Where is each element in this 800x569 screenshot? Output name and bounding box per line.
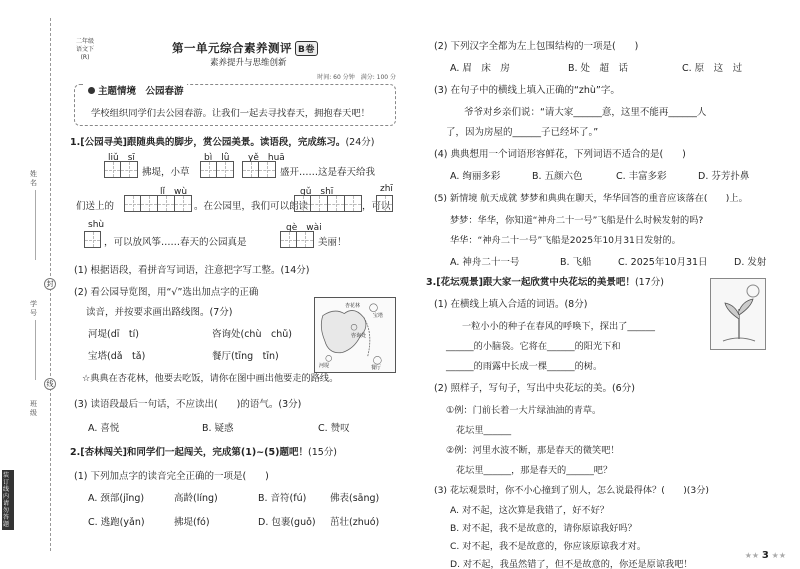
choice-option[interactable]: 高龄(líng) [174,493,218,504]
q2-sub3: (3) 在句子中的横线上填入正确的“zhù”字。 [434,85,620,96]
seedling-illustration [710,278,766,350]
q2-sub4: (4) 典典想用一个词语形容鲜花，下列词语不适合的是( ) [434,149,686,160]
q1-title: 跟随典典的脚步，赏公园美景。读语段，完成练习。 [126,137,346,148]
choice-option[interactable]: D. 对不起，我虽然错了，但不是故意的，你还是原谅我吧！ [450,559,693,569]
fill-sentence[interactable]: 爷爷对乡亲们说：“请大家______意，这里不能再______人 [464,107,707,118]
choice-option[interactable]: B. 飞船 [560,257,592,268]
choice-option[interactable]: 茁壮(zhuó) [330,517,380,528]
choice-option[interactable]: C. 原 这 过 [682,63,743,74]
q1-sub2: (2) 看公园导览图，用“√”选出加点字的正确 [74,287,259,298]
passage-text: 们送上的 [76,201,115,212]
choice-option[interactable]: B. 对不起，我不是故意的，请你原谅我好吗？ [450,523,637,534]
q2-sub1: (1) 下列加点字的读音完全正确的一项是( ) [74,471,269,482]
fill-sentence[interactable]: 了，因为房屋的______子已经坏了。” [446,127,599,138]
choice-option[interactable]: 拂堤(fó) [174,517,210,528]
q3-sub1: (1) 在横线上填入合适的词语。(8分) [434,299,588,310]
binding-note: 装订线内请勿答题 [2,470,14,530]
q1-number: 1. [70,137,81,148]
pinyin-label: bì lǜ [204,153,230,163]
choice-option[interactable]: C. 2025年10月31日 [618,257,708,268]
choice-option[interactable]: B. 音符(fú) [258,493,307,504]
margin-blank-line [35,320,36,380]
pinyin-label: lǐ wù [160,187,188,197]
pinyin-label: gǔ shī [300,187,334,197]
choice-option[interactable]: A. 绚丽多彩 [450,171,501,182]
map-label: 咨询处 [351,333,367,339]
q3-score: (17分) [634,277,664,288]
pinyin-label: gè wài [286,223,322,233]
choice-option[interactable]: C. 赞叹 [318,423,350,434]
q2-section [62,444,400,569]
q1-heading [70,134,400,148]
star-icon: ★★ [744,551,762,560]
theme-name: 公园春游 [145,86,184,97]
answer-grid[interactable] [294,195,362,212]
choice-option[interactable]: C. 对不起，我不是故意的，你应该原谅我才对。 [450,541,647,552]
q1-route-task: ☆典典在杏花林，他要去吃饭，请你在图中画出他要走的路线。 [82,373,339,384]
answer-grid[interactable] [376,195,393,212]
theme-box [74,84,396,126]
choice-option[interactable]: C. 丰富多彩 [616,171,667,182]
choice-option[interactable]: B. 疑惑 [202,423,234,434]
fill-sentence[interactable]: ______的雨露中长成一棵______的树。 [446,361,603,372]
q2-sub5: (5) 新情境 航天成就 梦梦和典典在聊天，华华回答的重音应该落在( )上。 [434,193,748,204]
q2-tag: [杏林闯关] [80,447,127,458]
q2-heading [70,444,400,458]
example-sentence: ②例：河里水波不断，那是春天的微笑吧！ [446,445,620,456]
choice-option[interactable]: A. 颈部(jǐng) [88,493,145,504]
passage-text: ，可以放风筝……春天的公园真是 [104,237,247,248]
choice-option[interactable]: D. 芬芳扑鼻 [698,171,750,182]
theme-label: 主题情境 [98,86,137,97]
choice-option[interactable]: B. 处 超 话 [568,63,629,74]
answer-grid[interactable] [200,161,234,178]
q1-sub3: (3) 读语段最后一句话，不应读出( )的语气。(3分) [74,399,302,410]
q1-score: (24分) [345,137,375,148]
edition-label: (R) [80,54,90,61]
theme-text: 学校组织同学们去公园春游。让我们一起去寻找春天，拥抱春天吧！ [91,108,370,119]
passage-text: 盛开……这是春天给我 [280,167,376,178]
q3-heading [426,274,664,288]
page-header [62,32,400,82]
pronunciation-option[interactable]: 河堤(dī tí) [88,329,139,340]
passage-text: 。在公园里，我们可以朗读 [194,201,309,212]
q1-passage [62,148,400,260]
choice-option[interactable]: A. 神舟二十一号 [450,257,520,268]
seedling-icon [711,279,767,351]
answer-grid[interactable] [104,161,138,178]
grade-label: 二年级 [75,38,94,45]
line-mark: 线 [44,378,56,390]
pronunciation-option[interactable]: 咨询处(chù chǔ) [212,329,292,340]
pinyin-label: zhī [380,184,393,194]
q3-number: 3. [426,277,437,288]
answer-grid[interactable] [242,161,276,178]
q3-tag: [花坛观景] [436,277,483,288]
bullet-icon [88,87,95,94]
title-text: 第一单元综合素养测评 [172,41,292,55]
q2-score: (15分) [307,447,337,458]
page-title [172,40,318,56]
star-icon: ★★ [768,551,786,560]
park-map[interactable] [314,297,396,373]
q2-sub2: (2) 下列汉字全都为左上包围结构的一项是( ) [434,41,639,52]
timing-info: 时间: 60 分钟 满分: 100 分 [317,74,396,81]
pinyin-label: liǔ sī [108,153,135,163]
page-number-text: 3 [761,550,769,561]
margin-label-id: 学号 [30,300,37,317]
answer-grid[interactable] [124,195,192,212]
map-label: 杏花林 [345,303,361,309]
margin-label-name: 姓名 [30,170,37,187]
choice-option[interactable]: D. 发射 [734,257,767,268]
choice-option[interactable]: A. 对不起，这次算是我错了，好不好？ [450,505,609,516]
q2-number: 2. [70,447,81,458]
pronunciation-option[interactable]: 餐厅(tīng tīn) [212,351,279,362]
answer-grid[interactable] [280,231,314,248]
left-column [62,32,400,528]
q3-sub2: (2) 照样子，写句子，写出中央花坛的美。(6分) [434,383,635,394]
map-label: 餐厅 [371,365,382,371]
example-sentence: ①例：门前长着一大片绿油油的青草。 [446,405,602,416]
choice-option[interactable]: C. 逃跑(yǎn) [88,517,145,528]
answer-line[interactable]: 花坛里______，那是春天的______吧？ [456,465,613,476]
binding-margin [0,0,60,569]
passage-text: ，可以 [362,201,391,212]
choice-option[interactable]: B. 五颜六色 [532,171,583,182]
passage-text: 美丽！ [318,237,347,248]
page-number [745,550,786,561]
theme-tag [85,83,187,97]
choice-option[interactable]: D. 包裹(guǒ) [258,517,316,528]
q2-title: 和同学们一起闯关，完成第(1)~(5)题吧！ [126,447,308,458]
paper-badge: B卷 [295,41,318,56]
choice-option[interactable]: A. 眉 床 房 [450,63,510,74]
choice-option[interactable]: A. 喜悦 [88,423,120,434]
pinyin-label: yě huā [248,153,285,163]
answer-grid[interactable] [84,231,101,248]
page-subtitle: 素养提升与思维创新 [210,58,287,68]
grade-info [72,38,98,62]
subject-label: 语文下 [75,46,94,53]
map-label: 宝塔 [373,313,384,319]
q3-title: 跟大家一起欣赏中央花坛的美景吧！ [482,277,635,288]
fill-sentence[interactable]: ______的小脑袋。它将在______的阳光下和 [446,341,621,352]
q1-sub1: (1) 根据语段，看拼音写词语，注意把字写工整。(14分) [74,265,310,276]
map-label: 河堤 [319,363,330,369]
dialog-line: 梦梦：华华，你知道“神舟二十一号”飞船是什么时候发射的吗? [450,215,704,226]
pinyin-label: shù [88,220,105,230]
seal-mark: 封 [44,278,56,290]
q3-sub3: (3) 花坛观景时，你不小心撞到了别人，怎么说最得体？( )(3分) [434,485,709,496]
margin-label-class: 班级 [30,400,37,417]
choice-option[interactable]: 佛表(sāng) [330,493,380,504]
pronunciation-option[interactable]: 宝塔(dǎ tǎ) [88,351,146,362]
fill-sentence[interactable]: 一粒小小的种子在春风的呼唤下，探出了______ [462,321,655,332]
margin-blank-line [35,190,36,260]
dialog-line: 华华：“神舟二十一号”飞船是2025年10月31日发射的。 [450,235,681,246]
answer-line[interactable]: 花坛里______ [456,425,512,436]
q1-sub2-cont: 读音，并按要求画出路线图。(7分) [86,307,233,318]
q1-tag: [公园寻美] [80,137,127,148]
passage-text: 拂堤，小草 [142,167,190,178]
